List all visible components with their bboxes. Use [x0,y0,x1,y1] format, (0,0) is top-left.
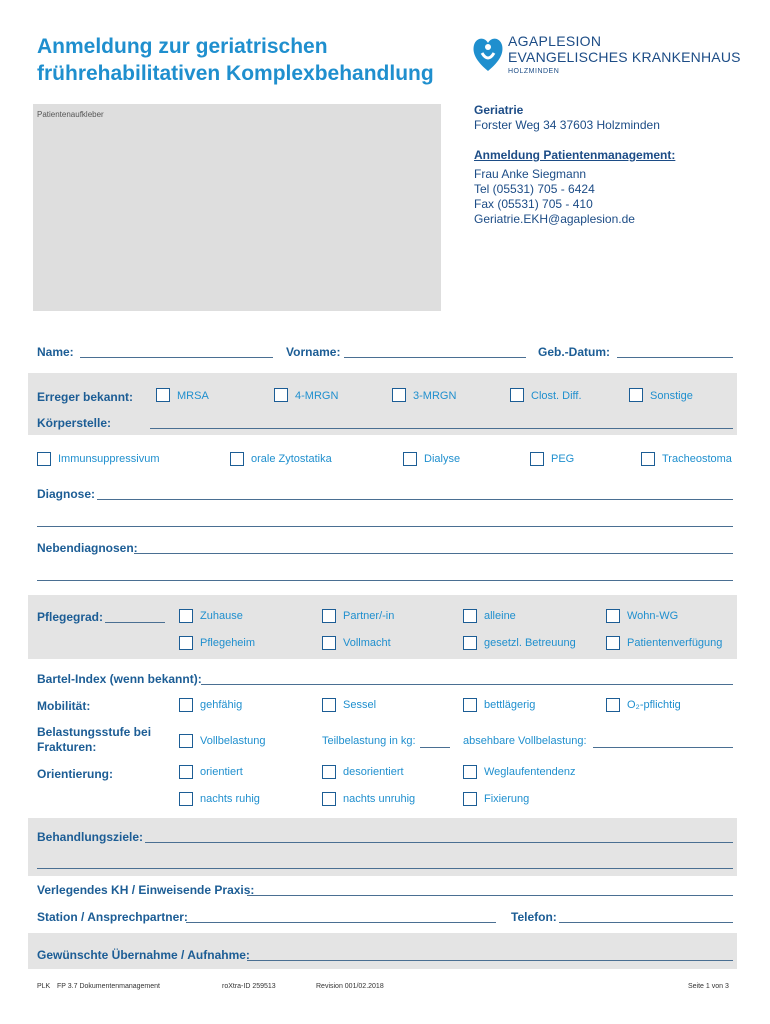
geb-datum-field[interactable] [617,357,733,358]
checkbox-nachts-ruhig[interactable] [179,792,193,806]
name-label: Name: [37,345,74,359]
option-gesetzl-betreuung: gesetzl. Betreuung [484,637,576,649]
option-vollmacht: Vollmacht [343,637,391,649]
bartel-field[interactable] [201,684,733,685]
absehbare-vollbelastung-label: absehbare Vollbelastung: [463,735,587,747]
orientierung-label: Orientierung: [37,767,114,781]
contact-email: Geriatrie.EKH@agaplesion.de [474,212,635,226]
agaplesion-logo [472,33,762,83]
option-orale-zytostatika: orale Zytostatika [251,453,332,465]
checkbox-4mrgn[interactable] [274,388,288,402]
bartel-label: Bartel-Index (wenn bekannt): [37,672,202,686]
option-weglaufentendenz: Weglaufentendenz [484,766,576,778]
option-dialyse: Dialyse [424,453,461,465]
checkbox-nachts-unruhig[interactable] [322,792,336,806]
checkbox-sessel[interactable] [322,698,336,712]
checkbox-pflegeheim[interactable] [179,636,193,650]
checkbox-zuhause[interactable] [179,609,193,623]
logo-line-1: AGAPLESION [508,33,602,49]
option-peg: PEG [551,453,575,465]
belastung-label [37,725,151,755]
form-title [37,33,434,87]
option-sessel: Sessel [343,699,377,711]
nebendiagnosen-field-2[interactable] [37,580,733,581]
logo-line-2: EVANGELISCHES KRANKENHAUS [508,49,741,65]
checkbox-weglaufentendenz[interactable] [463,765,477,779]
belastung-label-line-2: Frakturen: [37,740,97,754]
checkbox-orale-zytostatika[interactable] [230,452,244,466]
footer-fp: FP 3.7 Dokumentenmanagement [57,983,160,990]
footer-roxtra-id: roXtra-ID 259513 [222,983,276,990]
checkbox-vollbelastung[interactable] [179,734,193,748]
checkbox-bettlaegerig[interactable] [463,698,477,712]
nebendiagnosen-field-1[interactable] [134,553,733,554]
contact-dept: Geriatrie [474,103,524,117]
vorname-field[interactable] [344,357,526,358]
sticker-label: Patientenaufkleber [37,110,104,119]
option-gehfaehig: gehfähig [200,699,243,711]
koerperstelle-label: Körperstelle: [37,416,112,430]
footer-page-number: Seite 1 von 3 [688,983,729,990]
checkbox-tracheostoma[interactable] [641,452,655,466]
contact-person: Frau Anke Siegmann [474,167,587,181]
heart-logo-icon [472,33,504,75]
nebendiagnosen-label: Nebendiagnosen: [37,541,138,555]
option-fixierung: Fixierung [484,793,530,805]
telefon-field[interactable] [559,922,733,923]
option-sonstige: Sonstige [650,390,693,402]
option-patientenverfuegung: Patientenverfügung [627,637,723,649]
option-pflegeheim: Pflegeheim [200,637,256,649]
logo-line-3: HOLZMINDEN [508,68,560,75]
checkbox-mrsa[interactable] [156,388,170,402]
diagnose-field-1[interactable] [97,499,733,500]
behandlungsziele-field-1[interactable] [145,842,733,843]
verlegendes-kh-field[interactable] [247,895,733,896]
checkbox-sonstige[interactable] [629,388,643,402]
station-field[interactable] [186,922,496,923]
checkbox-clost-diff[interactable] [510,388,524,402]
checkbox-alleine[interactable] [463,609,477,623]
behandlungsziele-label: Behandlungsziele: [37,830,144,844]
erreger-label: Erreger bekannt: [37,390,134,404]
checkbox-vollmacht[interactable] [322,636,336,650]
contact-address: Forster Weg 34 37603 Holzminden [474,118,660,132]
checkbox-dialyse[interactable] [403,452,417,466]
checkbox-partner[interactable] [322,609,336,623]
option-bettlaegerig: bettlägerig [484,699,536,711]
footer-plk: PLK [37,983,51,990]
teilbelastung-label: Teilbelastung in kg: [322,735,416,747]
vorname-label: Vorname: [286,345,341,359]
checkbox-gesetzl-betreuung[interactable] [463,636,477,650]
option-3mrgn: 3-MRGN [413,390,457,402]
pflegegrad-label: Pflegegrad: [37,610,104,624]
option-alleine: alleine [484,610,516,622]
checkbox-orientiert[interactable] [179,765,193,779]
footer-revision: Revision 001/02.2018 [316,983,384,990]
erreger-section [28,373,737,435]
option-desorientiert: desorientiert [343,766,404,778]
option-o2-pflichtig: O₂-pflichtig [627,699,681,711]
contact-tel: Tel (05531) 705 - 6424 [474,182,595,196]
option-orientiert: orientiert [200,766,243,778]
contact-block [474,103,675,227]
diagnose-label: Diagnose: [37,487,96,501]
option-clost-diff: Clost. Diff. [531,390,582,402]
koerperstelle-field[interactable] [150,428,733,429]
behandlungsziele-field-2[interactable] [37,868,733,869]
checkbox-patientenverfuegung[interactable] [606,636,620,650]
mobilitaet-label: Mobilität: [37,699,91,713]
geb-datum-label: Geb.-Datum: [538,345,610,359]
option-nachts-unruhig: nachts unruhig [343,793,416,805]
uebernahme-label: Gewünschte Übernahme / Aufnahme: [37,948,250,962]
title-line-1: Anmeldung zur geriatrischen [37,35,328,58]
diagnose-field-2[interactable] [37,526,733,527]
patient-sticker-area[interactable] [33,104,441,311]
checkbox-3mrgn[interactable] [392,388,406,402]
belastung-label-line-1: Belastungsstufe bei [37,725,152,739]
option-zuhause: Zuhause [200,610,243,622]
contact-heading: Anmeldung Patientenmanagement: [474,148,676,162]
option-tracheostoma: Tracheostoma [662,453,732,465]
contact-fax: Fax (05531) 705 - 410 [474,197,593,211]
option-immunsuppressivum: Immunsuppressivum [58,453,160,465]
checkbox-desorientiert[interactable] [322,765,336,779]
station-label: Station / Ansprechpartner: [37,910,188,924]
teilbelastung-field[interactable] [420,747,450,748]
pflegegrad-field[interactable] [105,622,165,623]
checkbox-o2-pflichtig[interactable] [606,698,620,712]
verlegendes-kh-label: Verlegendes KH / Einweisende Praxis: [37,883,255,897]
checkbox-wohn-wg[interactable] [606,609,620,623]
checkbox-peg[interactable] [530,452,544,466]
uebernahme-field[interactable] [247,960,733,961]
option-wohn-wg: Wohn-WG [627,610,679,622]
telefon-label: Telefon: [511,910,557,924]
option-4mrgn: 4-MRGN [295,390,339,402]
title-line-2: frührehabilitativen Komplexbehandlung [37,62,434,85]
checkbox-gehfaehig[interactable] [179,698,193,712]
pflegegrad-section [28,595,737,659]
option-nachts-ruhig: nachts ruhig [200,793,260,805]
checkbox-immunsuppressivum[interactable] [37,452,51,466]
absehbare-vollbelastung-field[interactable] [593,747,733,748]
name-field[interactable] [80,357,273,358]
checkbox-fixierung[interactable] [463,792,477,806]
option-mrsa: MRSA [177,390,209,402]
option-partner: Partner/-in [343,610,395,622]
option-vollbelastung: Vollbelastung [200,735,266,747]
